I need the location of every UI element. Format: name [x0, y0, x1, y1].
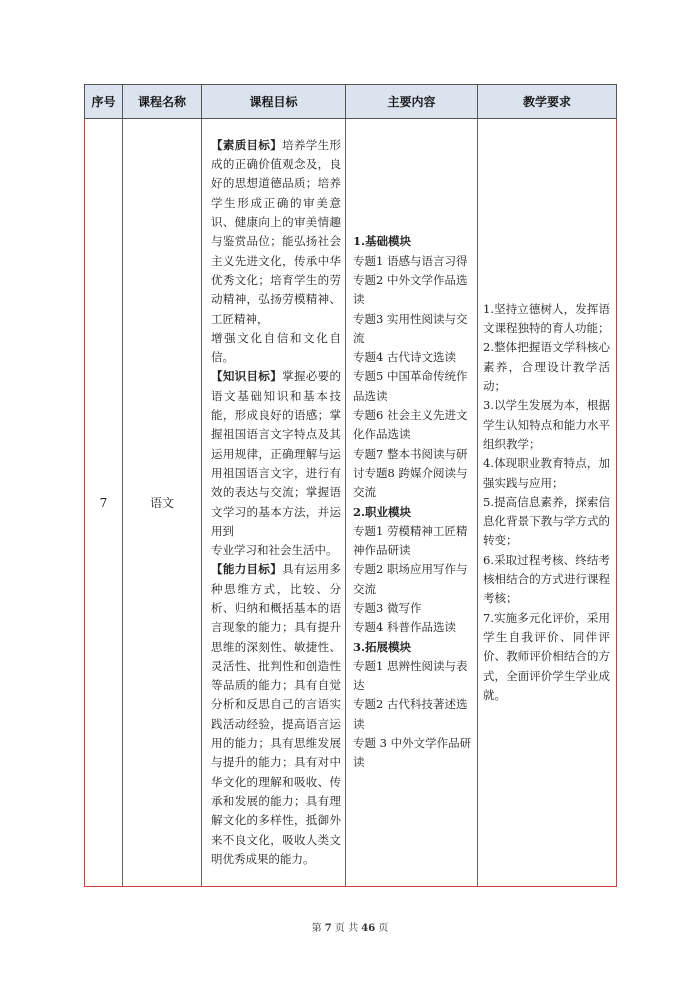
requirements-text [478, 300, 616, 705]
goal-text: 具有运用多种思维方式，比较、分析、归纳和概括基本的语言现象的能力；具有提升思维的深刻性、敏捷性、灵活性、批判性和创造性等品质的能力；具有自觉分析和反思自己的言语实践活动经验，提高语言运用的能力；具有思维发展与提升的能力；具有对中华文化的理解和吸收、传承和发展的能力；具有理解文化的多样性，抵御外来不良文化，吸收人类文明优秀成果的能力。 [211, 562, 342, 866]
requirement-item: 6.采取过程考核、终结考核相结合的方式进行课程考核； [483, 552, 610, 606]
table-header-row [85, 85, 617, 119]
header-course-goals: 课程目标 [202, 85, 346, 119]
goal-paragraph [211, 560, 341, 869]
footer-suffix: 页 [378, 923, 389, 934]
header-no: 序号 [85, 85, 123, 119]
module-heading: 3.拓展模块 [353, 639, 412, 654]
goal-text: 增强文化自信和文化自信。 [211, 330, 341, 365]
topic-item: 专题1 思辨性阅读与表达 [353, 658, 468, 693]
topic-item: 专题2 古代科技著述选读 [353, 697, 468, 731]
topic-item: 专题3 微写作 [353, 600, 422, 615]
cell-teaching-requirements [478, 119, 617, 887]
topic-item: 专题 3 中外文学作品研读 [353, 736, 472, 770]
goal-heading: 【能力目标】 [211, 562, 283, 577]
topic-item: 专题1 劳模精神工匠精神作品研读 [353, 523, 468, 558]
cell-course-name: 语文 [123, 119, 202, 887]
topic-item: 专题1 语感与语言习得 [353, 253, 468, 268]
goals-text [202, 136, 345, 869]
goal-heading: 【素质目标】 [211, 137, 283, 152]
footer-total-pages: 46 [361, 923, 376, 934]
header-teaching-requirements: 教学要求 [478, 85, 617, 119]
goal-paragraph [211, 367, 341, 541]
topic-item: 专题5 中国革命传统作品选读 [353, 369, 468, 403]
goal-text: 培养学生形成的正确价值观念及，良好的思想道德品质；培养学生形成正确的审美意识、健康向上的审美情趣与鉴赏品位；能弘扬社会主义先进文化，传承中华优秀文化；培育学生的劳动精神，弘扬劳模精神、工匠精神， [211, 137, 342, 326]
goal-paragraph [211, 136, 341, 329]
header-course-name: 课程名称 [123, 85, 202, 119]
module-heading: 2.职业模块 [353, 504, 412, 519]
footer-mid: 页 共 [334, 923, 359, 934]
requirement-item: 5.提高信息素养，探索信息化背景下教与学方式的转变； [483, 494, 610, 548]
course-table [84, 84, 617, 887]
footer-page-number: 7 [324, 923, 332, 934]
requirement-item: 4.体现职业教育特点，加强实践与应用； [483, 456, 610, 490]
footer-prefix: 第 [311, 923, 322, 934]
topic-item: 专题6 社会主义先进文化作品选读 [353, 408, 468, 442]
page-footer [0, 919, 700, 934]
requirement-item: 1.坚持立德树人，发挥语文课程独特的育人功能； [483, 301, 610, 336]
cell-course-goals [202, 119, 346, 887]
requirement-item: 7.实施多元化评价，采用学生自我评价、同伴评价、教师评价相结合的方式，全面评价学生学业成就。 [483, 610, 610, 702]
topic-item: 专题4 古代诗文选读 [353, 350, 456, 365]
goal-heading: 【知识目标】 [211, 369, 283, 384]
content-text [346, 232, 477, 772]
goal-text: 专业学习和社会生活中。 [211, 543, 338, 558]
requirement-item: 3.以学生发展为本，根据学生认知特点和能力水平组织教学； [483, 398, 610, 451]
topic-item: 专题2 职场应用写作与交流 [353, 562, 468, 596]
topic-item: 专题7 整本书阅读与研讨专题8 跨媒介阅读与交流 [353, 446, 468, 500]
goal-paragraph [211, 329, 341, 368]
topic-item: 专题4 科普作品选读 [353, 620, 456, 635]
cell-main-content [346, 119, 478, 887]
topic-item: 专题2 中外文学作品选读 [353, 272, 468, 307]
topic-item: 专题3 实用性阅读与交流 [353, 311, 468, 345]
module-heading: 1.基础模块 [353, 234, 412, 249]
requirement-item: 2.整体把握语文学科核心素养，合理设计教学活动； [483, 340, 610, 394]
goal-text: 掌握必要的语文基础知识和基本技能，形成良好的语感；掌握祖国语言文字特点及其运用规律，正确理解与运用祖国语言文字，进行有效的表达与交流；掌握语文学习的基本方法，并运用到 [211, 369, 342, 538]
table-row [85, 119, 617, 887]
goal-paragraph [211, 541, 341, 560]
header-main-content: 主要内容 [346, 85, 478, 119]
cell-no: 7 [85, 119, 123, 887]
